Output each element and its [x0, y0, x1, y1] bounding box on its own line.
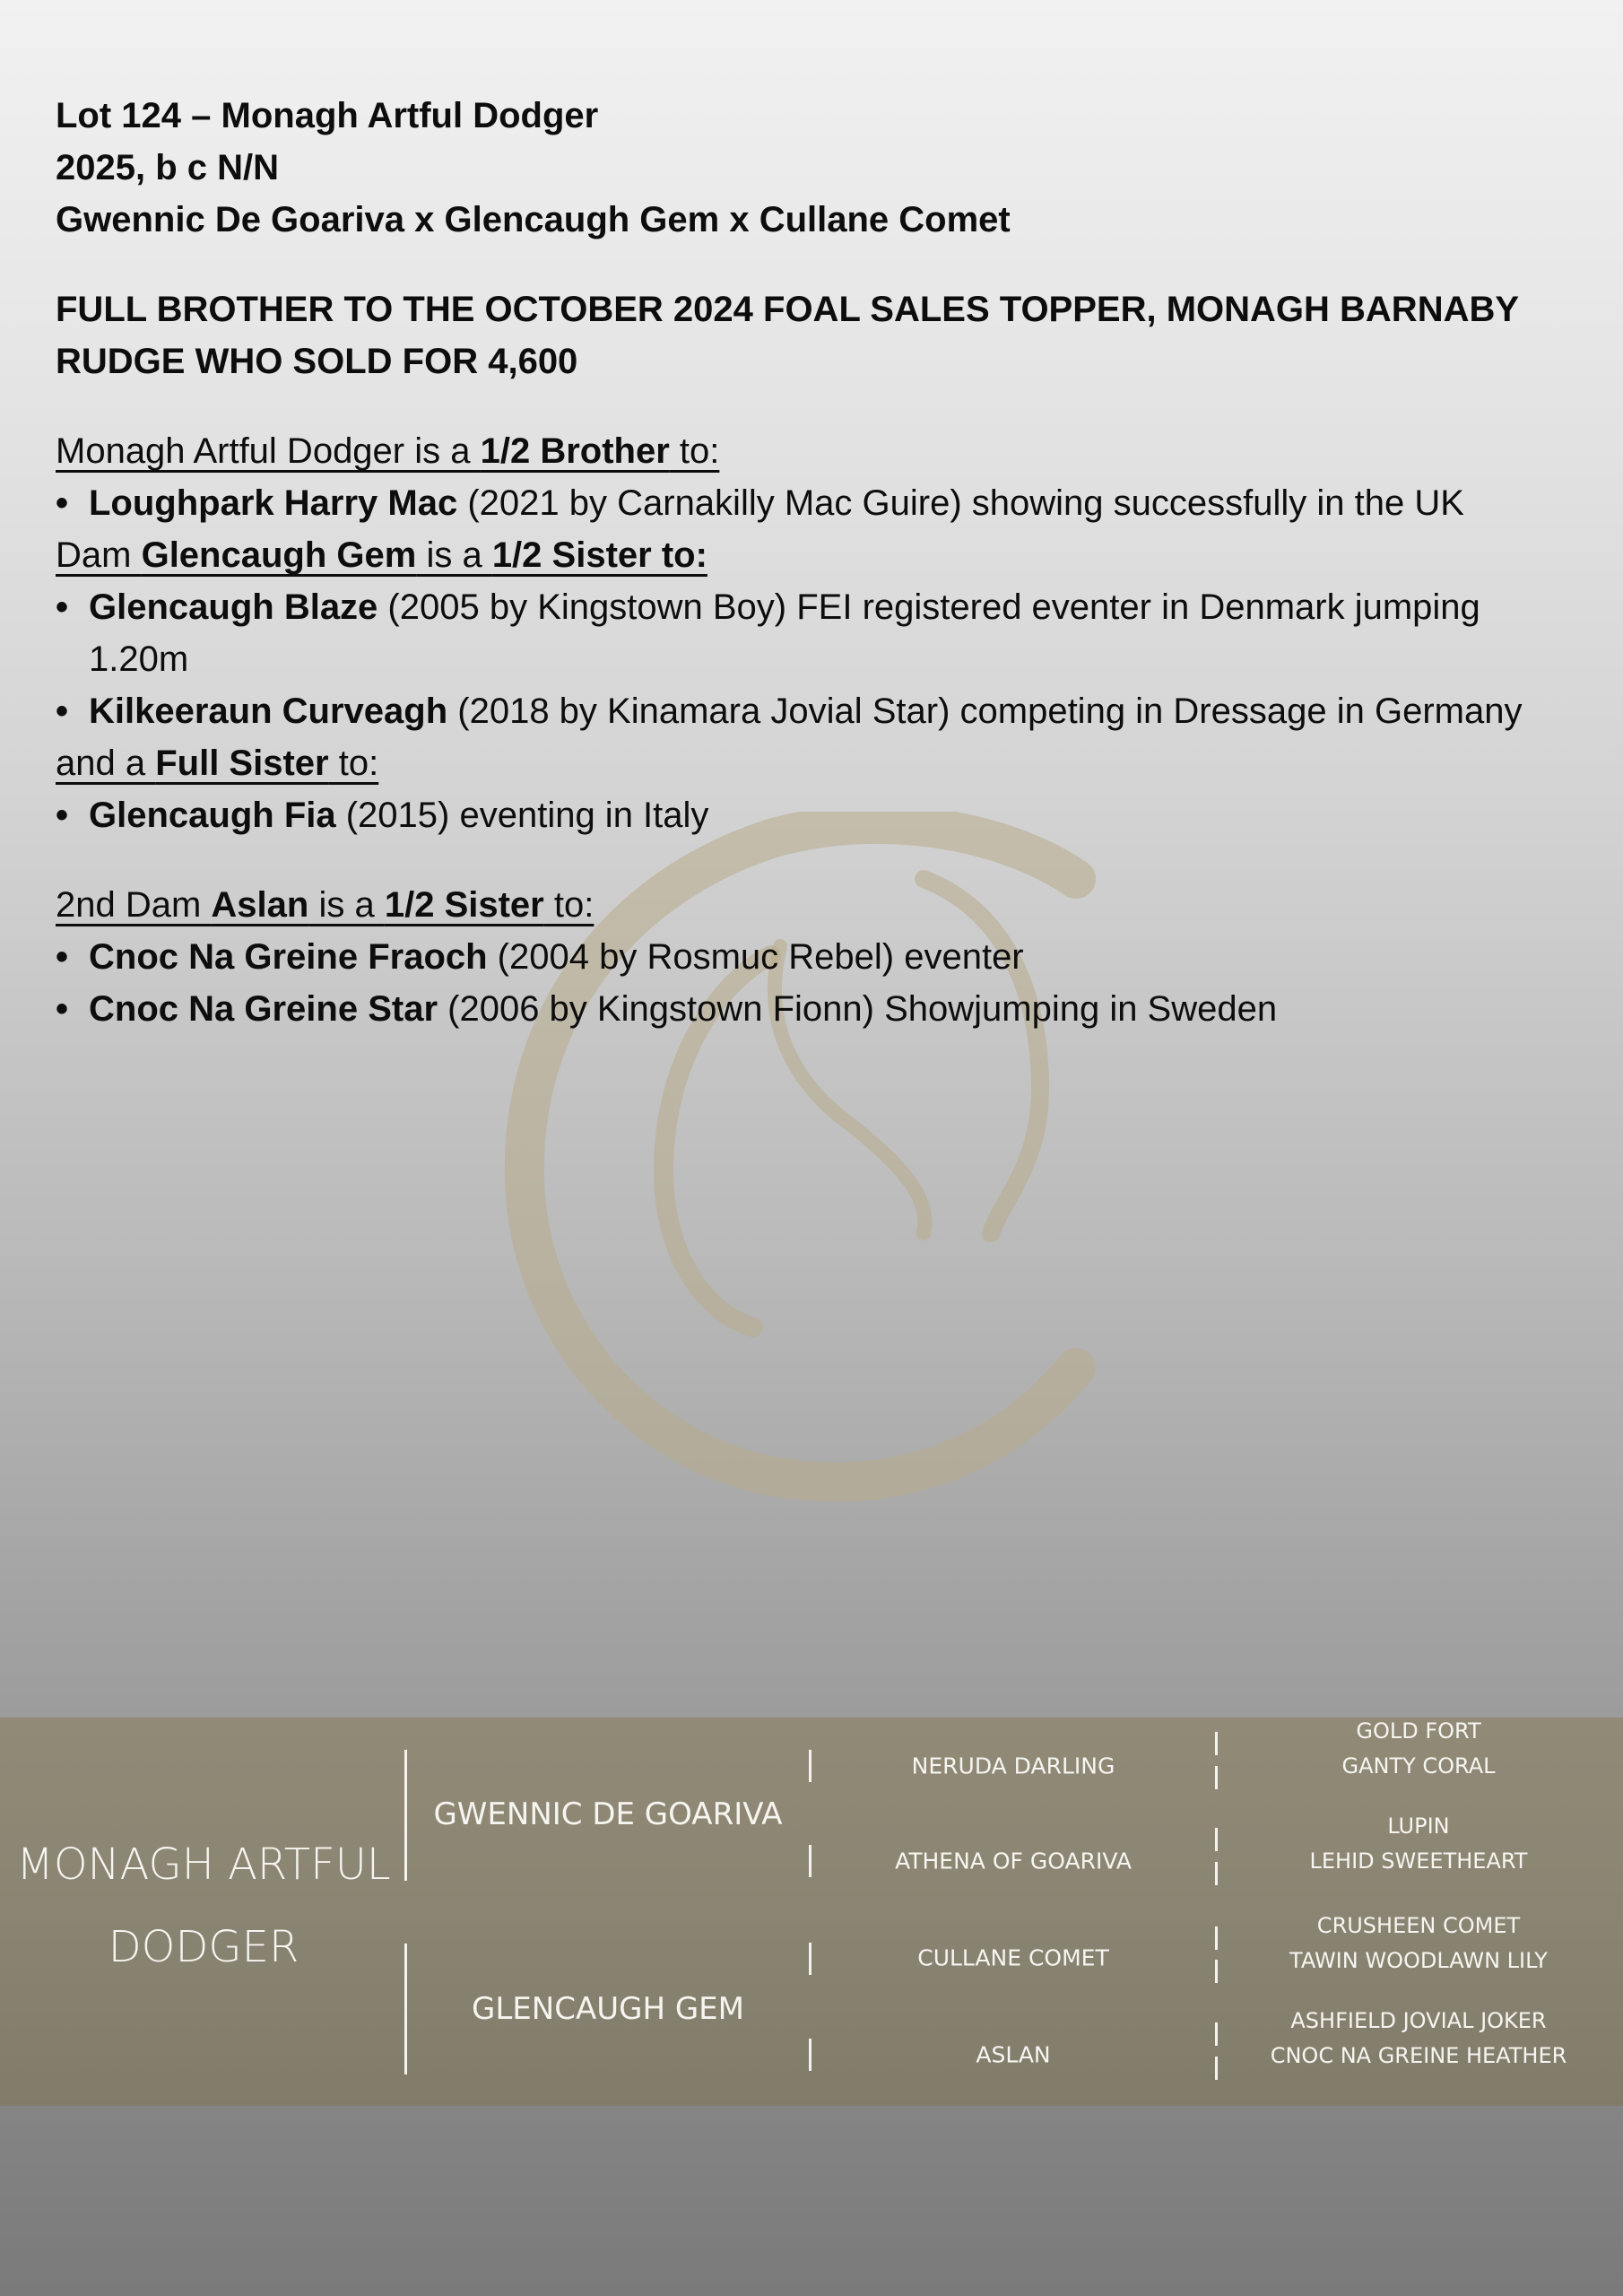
pedigree-dam-dam: ASLAN — [976, 2041, 1051, 2068]
bullet-icon: • — [56, 691, 69, 731]
pedigree-divider — [1215, 1926, 1218, 1950]
full-sister-heading: and a Full Sister to: — [56, 744, 379, 783]
list-item: • Kilkeeraun Curveagh (2018 by Kinamara Jovial Star) competing in Dressage in Germany — [56, 685, 1580, 737]
pedigree-dam: GLENCAUGH GEM — [472, 1991, 744, 2027]
half-brother-heading: Monagh Artful Dodger is a 1/2 Brother to: — [56, 431, 720, 471]
bullet-icon: • — [56, 937, 69, 977]
pedigree-divider — [1215, 1862, 1218, 1885]
pedigree-dam-sire: CULLANE COMET — [917, 1944, 1109, 1971]
pedigree-divider — [404, 1750, 407, 1881]
pedigree-divider — [809, 1845, 812, 1877]
pedigree-gen3-pair: ASHFIELD JOVIAL JOKER CNOC NA GREINE HEATHER — [1270, 2008, 1567, 2068]
list-item: • Loughpark Harry Mac (2021 by Carnakilly Mac Guire) showing successfully in the UK — [56, 477, 1580, 529]
pedigree-divider — [809, 1943, 812, 1975]
pedigree-divider — [1215, 1828, 1218, 1851]
bullet-icon: • — [56, 989, 69, 1029]
pedigree-divider — [1215, 1732, 1218, 1755]
pedigree-chart — [0, 1718, 1623, 2106]
pedigree-gen3-pair: GOLD FORT GANTY CORAL — [1341, 1718, 1496, 1779]
pedigree-divider — [1215, 1766, 1218, 1789]
bullet-icon: • — [56, 587, 69, 627]
pedigree-sire-dam: ATHENA OF GOARIVA — [895, 1848, 1132, 1874]
pedigree-divider — [404, 1944, 407, 2074]
list-item: • Cnoc Na Greine Star (2006 by Kingstown Fionn) Showjumping in Sweden — [56, 983, 1580, 1035]
dam-half-sister-heading: Dam Glencaugh Gem is a 1/2 Sister to: — [56, 535, 707, 575]
list-item: • Cnoc Na Greine Fraoch (2004 by Rosmuc Rebel) eventer — [56, 931, 1580, 983]
pedigree-sire-sire: NERUDA DARLING — [911, 1752, 1115, 1779]
pedigree-divider — [809, 2039, 812, 2071]
pedigree-horse-name: MONAGH ARTFUL DODGER — [16, 1839, 391, 1972]
pedigree-gen3-pair: CRUSHEEN COMET TAWIN WOODLAWN LILY — [1289, 1913, 1548, 1973]
list-item: • Glencaugh Blaze (2005 by Kingstown Boy) FEI registered eventer in Denmark jumping 1.20m — [56, 581, 1580, 685]
headline: FULL BROTHER TO THE OCTOBER 2024 FOAL SALES TOPPER, MONAGH BARNABY RUDGE WHO SOLD FOR 4,600 — [56, 290, 1519, 381]
pedigree-divider — [1215, 1960, 1218, 1983]
pedigree-gen3-pair: LUPIN LEHID SWEETHEART — [1309, 1813, 1528, 1874]
pedigree-divider — [809, 1750, 812, 1782]
pedigree-divider — [1215, 2057, 1218, 2080]
bullet-icon: • — [56, 796, 69, 835]
list-item: • Glencaugh Fia (2015) eventing in Italy — [56, 789, 1580, 841]
pedigree-divider — [1215, 2022, 1218, 2046]
bullet-icon: • — [56, 483, 69, 523]
breeding-line: Gwennic De Goariva x Glencaugh Gem x Cullane Comet — [56, 200, 1011, 239]
lot-description — [56, 90, 1580, 1035]
year-colour-info: 2025, b c N/N — [56, 148, 280, 187]
pedigree-sire: GWENNIC DE GOARIVA — [433, 1796, 783, 1832]
second-dam-heading: 2nd Dam Aslan is a 1/2 Sister to: — [56, 885, 595, 925]
lot-title: Lot 124 – Monagh Artful Dodger — [56, 96, 599, 135]
